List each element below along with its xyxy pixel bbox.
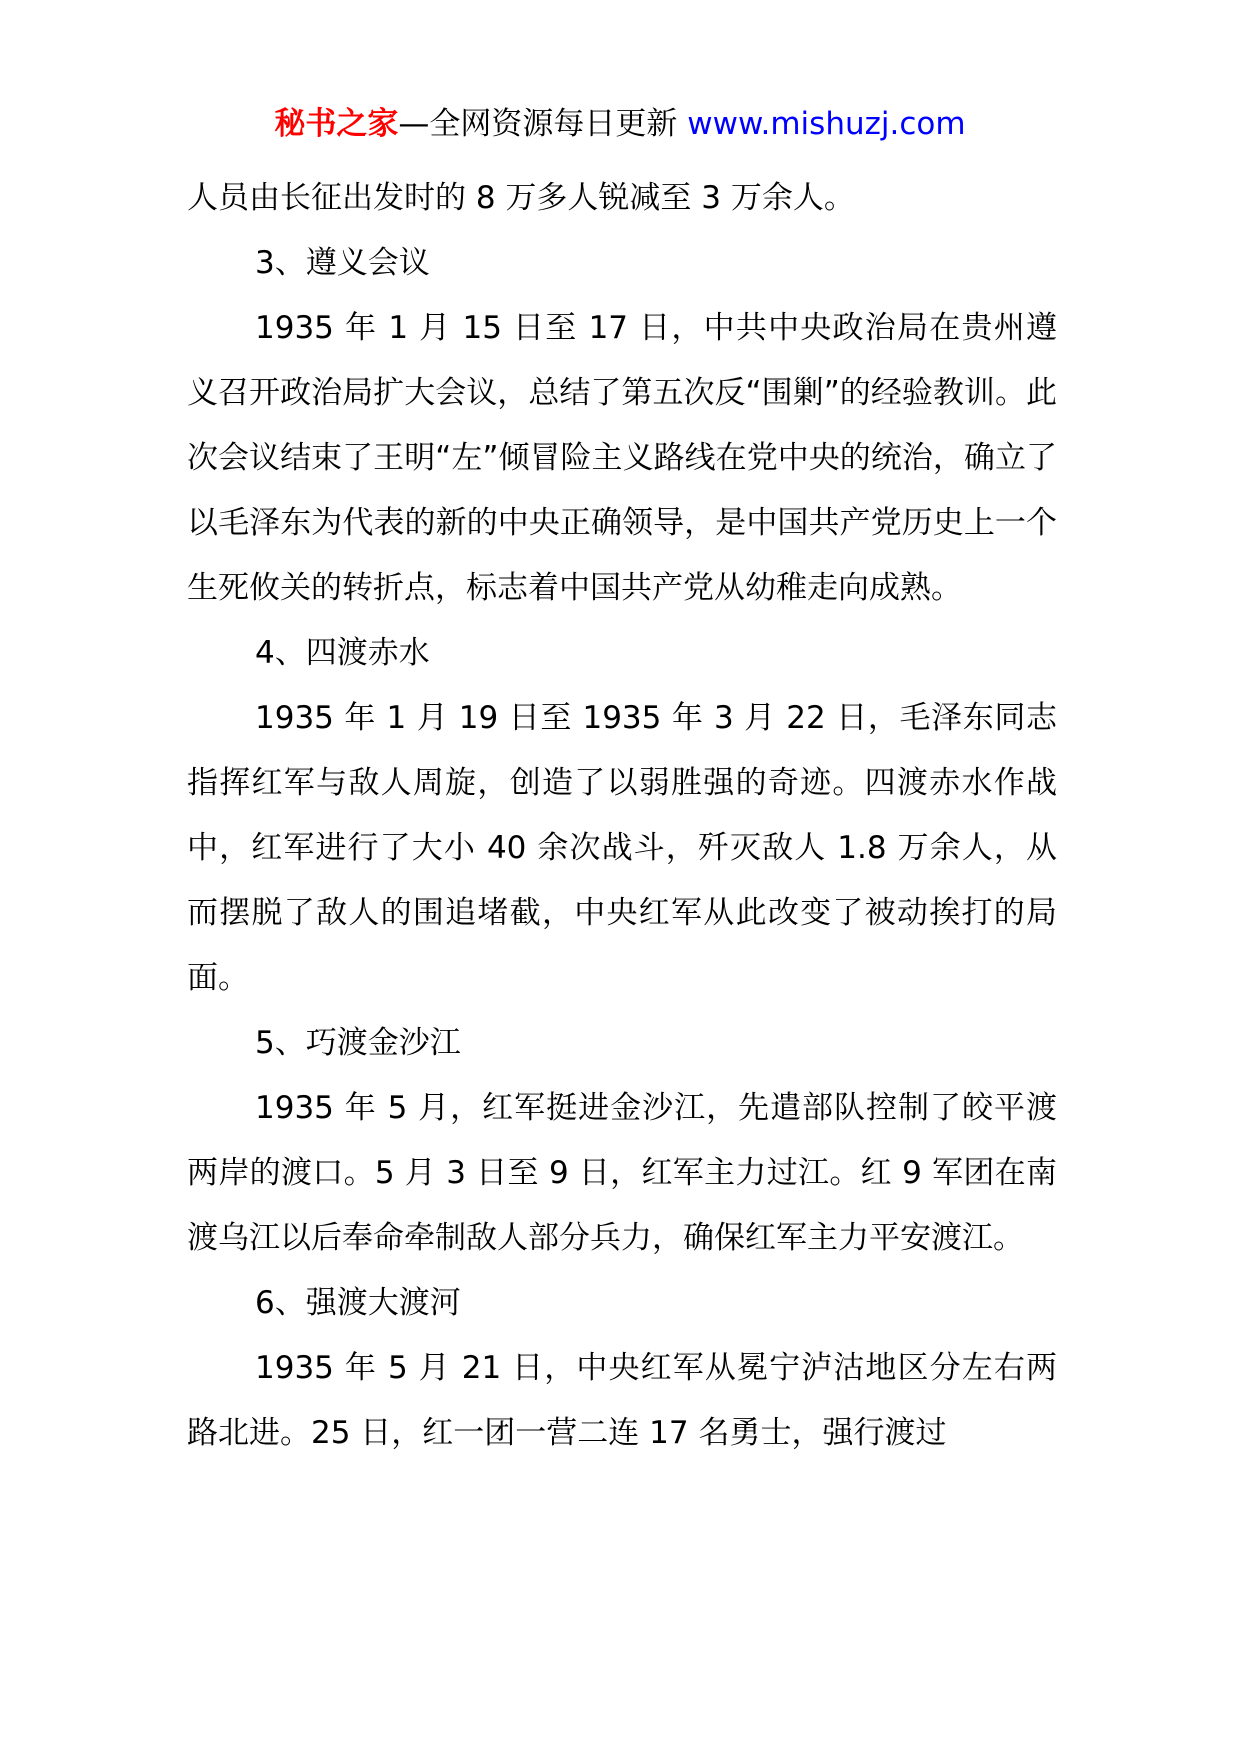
paragraph-continuation: 人员由长征出发时的 8 万多人锐减至 3 万余人。: [187, 180, 855, 216]
header-slogan: —全网资源每日更新: [398, 106, 678, 142]
paragraph-zunyi: 1935 年 1 月 15 日至 17 日，中共中央政治局在贵州遵义召开政治局扩大会议，总结了第五次反“围剿”的经验教训。此次会议结束了王明“左”倾冒险主义路线在党中央的统治，确立了以毛泽东为代表的新的中央正确领导，是中国共产党历史上一个生死攸关的转折点，标志着中国共产党从幼稚走向成熟。: [187, 310, 1057, 606]
site-url-link[interactable]: www.mishuzj.com: [687, 106, 966, 142]
paragraph-chishui: 1935 年 1 月 19 日至 1935 年 3 月 22 日，毛泽东同志指挥红军与敌人周旋，创造了以弱胜强的奇迹。四渡赤水作战中，红军进行了大小 40 余次战斗，歼灭敌人 1.8 万余人，从而摆脱了敌人的围追堵截，中央红军从此改变了被动挨打的局面。: [187, 700, 1057, 996]
brand-name: 秘书之家: [274, 106, 399, 142]
section-heading-chishui: 4、四渡赤水: [255, 635, 430, 671]
paragraph-dadu: 1935 年 5 月 21 日，中央红军从冕宁泸沽地区分左右两路北进。25 日，红一团一营二连 17 名勇士，强行渡过: [187, 1350, 1057, 1451]
site-header: [0, 104, 1240, 144]
section-heading-zunyi: 3、遵义会议: [255, 245, 430, 281]
document-body: [187, 166, 1057, 1466]
paragraph-jinsha: 1935 年 5 月，红军挺进金沙江，先遣部队控制了皎平渡两岸的渡口。5 月 3 日至 9 日，红军主力过江。红 9 军团在南渡乌江以后奉命牵制敌人部分兵力，确保红军主力平安渡江。: [187, 1090, 1057, 1256]
section-heading-dadu: 6、强渡大渡河: [255, 1285, 461, 1321]
section-heading-jinsha: 5、巧渡金沙江: [255, 1025, 461, 1061]
